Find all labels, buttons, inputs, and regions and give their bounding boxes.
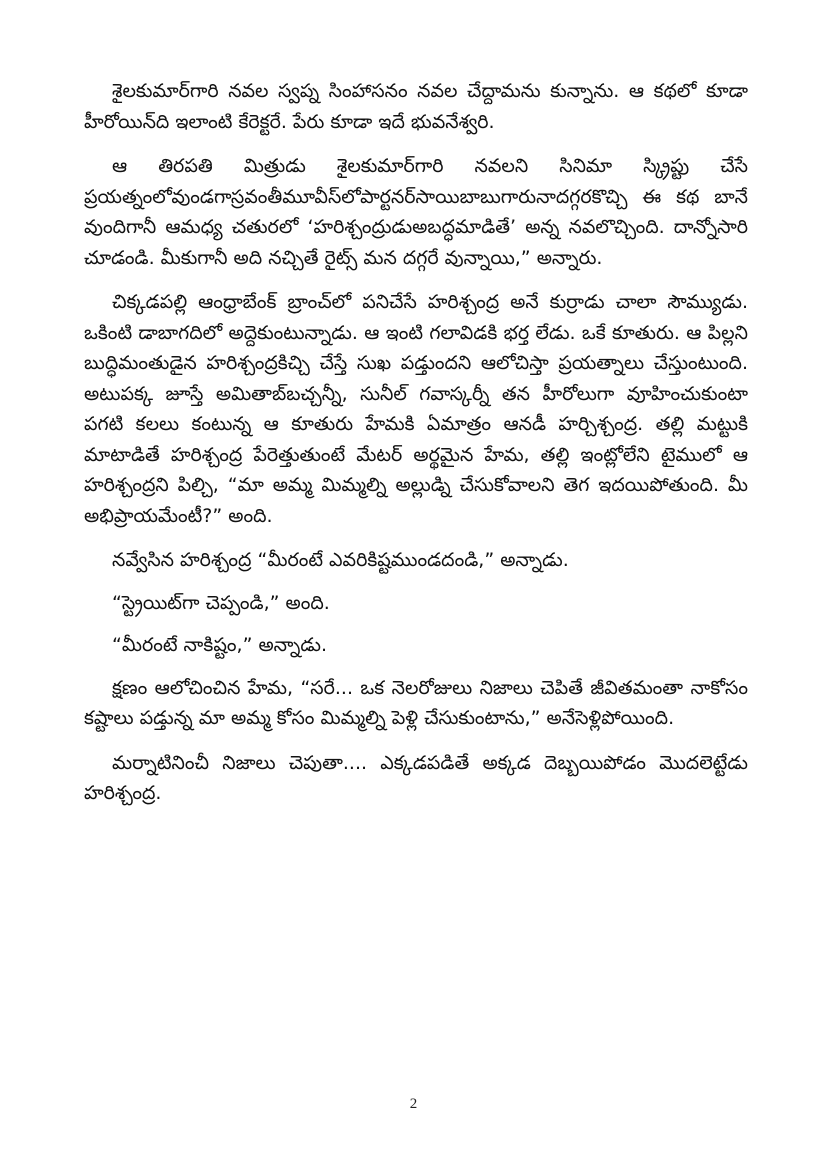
paragraph: చిక్కడపల్లి ఆంధ్రాబేంక్ బ్రాంచ్‌లో పనిచేసే హరిశ్చంద్ర అనే కుర్రాడు చాలా సౌమ్యుడు. ఒకింటి డాబాగదిలో అద్దెకుంటున్నాడు. ఆ ఇంటి గలావిడకి భర్త లేడు. ఒకే కూతురు. ఆ పిల్లని బుద్ధిమంతుడైన హరిశ్చంద్రకిచ్చి చేస్తే సుఖ పడ్తుందని ఆలోచిస్తా ప్రయత్నాలు చేస్తుంటుంది. అటుపక్క జూస్తే అమితాబ్‌బచ్చన్నీ, సునీల్ గవాస్కర్నీ తన హీరోలుగా వూహించుకుంటా పగటి కలలు కంటున్న ఆ కూతురు హేమకి ఏమాత్రం ఆనడీ హర్చిశ్చంద్ర. తల్లి మట్టుకి మాటాడితే హరిశ్చంద్ర పేరెత్తుతుంటే మేటర్ అర్థమైన హేమ, తల్లి ఇంట్లోలేని టైములో ఆ హరిశ్చంద్రని పిల్చి, “మా అమ్మ మిమ్మల్ని అల్లుడ్ని చేసుకోవాలని తెగ ఇదయిపోతుంది. మీ అభిప్రాయమేంటీ?” అంది. [84, 291, 748, 527]
document-body [84, 76, 748, 823]
paragraph: క్షణం ఆలోచించిన హేమ, “సరే... ఒక నెలరోజులు నిజాలు చెపితే జీవితమంతా నాకోసం కష్టాలు పడ్తున్న మా అమ్మ కోసం మిమ్మల్ని పెళ్లి చేసుకుంటాను,” అనేసెళ్లిపోయింది. [84, 676, 748, 729]
paragraph: “స్ట్రెయిట్‌గా చెప్పండి,” అంది. [112, 591, 330, 614]
paragraph: నవ్వేసిన హరిశ్చంద్ర “మీరంటే ఎవరికిష్టముండదండి,” అన్నాడు. [112, 549, 569, 571]
page-number: 2 [409, 1096, 418, 1112]
paragraph: మర్నాటినించీ నిజాలు చెపుతా.... ఎక్కడపడితే అక్కడ దెబ్బయిపోడం మొదలెట్టేడు హరిశ్చంద్ర. [84, 751, 748, 804]
paragraph: శైలకుమార్‌గారి నవల స్వప్న సింహాసనం నవల చేద్దామను కున్నాను. ఆ కథలో కూడా హీరోయిన్‌ది ఇలాంటి కేరెక్టరే. పేరు కూడా ఇదే భువనేశ్వరి. [84, 80, 748, 133]
paragraph: ఆ తిరపతి మిత్రుడు శైలకుమార్‌గారి నవలని సినిమా స్క్రిప్టు చేసే ప్రయత్నంలోవుండగాస్రవంతీమూవీస్‌లోపార్టనర్‌సాయిబాబుగారునాదగ్గరకొచ్చి ఈ కథ బానే వుందిగానీ ఆమధ్య చతురలో ‘హరిశ్చంద్రుడుఅబద్ధమాడితే’ అన్న నవలొచ్చింది. దాన్నోసారి చూడండి. మీకుగానీ అది నచ్చితే రైట్స్ మన దగ్గరే వున్నాయి,” అన్నారు. [84, 155, 748, 269]
paragraph: “మీరంటే నాకిష్టం,” అన్నాడు. [112, 634, 328, 656]
